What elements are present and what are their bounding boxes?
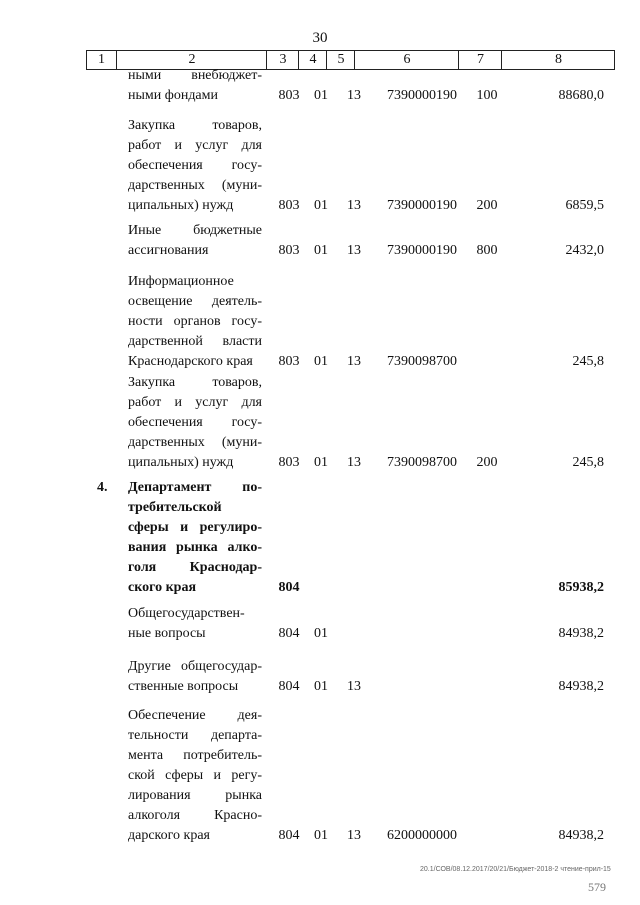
description-line: тельности департа-	[128, 728, 262, 743]
page-code: 579	[588, 880, 606, 894]
cell-col-3: 803	[278, 354, 300, 369]
header-cell: 8	[501, 51, 615, 69]
description-line: лирования рынка	[128, 788, 262, 803]
cell-col-3: 804	[278, 828, 300, 843]
cell-col-7: 200	[476, 198, 498, 213]
description-line: ственные вопросы	[128, 679, 239, 694]
description-line: обеспечения госу-	[128, 158, 262, 173]
page-number: 30	[312, 30, 328, 46]
cell-col-6: 7390098700	[387, 354, 457, 369]
description-line: ципальных) нужд	[128, 198, 234, 213]
row-description	[128, 657, 262, 697]
cell-col-5: 13	[347, 455, 361, 470]
description-line: ности органов госу-	[128, 314, 262, 329]
cell-col-4: 01	[314, 88, 328, 103]
cell-col-8: 84938,2	[558, 679, 604, 694]
cell-col-4: 01	[314, 828, 328, 843]
description-line: дарственных (муни-	[128, 178, 262, 193]
header-cell: 6	[354, 51, 459, 69]
cell-col-8: 85938,2	[558, 580, 604, 595]
header-cell: 7	[458, 51, 502, 69]
cell-col-4: 01	[314, 198, 328, 213]
cell-col-3: 803	[278, 88, 300, 103]
cell-col-5: 13	[347, 243, 361, 258]
description-line: дарственных (муни-	[128, 435, 262, 450]
section-number: 4.	[97, 480, 108, 495]
description-line: ными внебюджет-	[128, 68, 262, 83]
cell-col-7: 800	[476, 243, 498, 258]
row-description	[128, 66, 262, 106]
description-line: работ и услуг для	[128, 395, 262, 410]
header-cell: 1	[98, 52, 105, 67]
description-line: Краснодарского края	[128, 354, 253, 369]
description-line: голя Краснодар-	[128, 560, 262, 575]
cell-col-5: 13	[347, 198, 361, 213]
row-description	[128, 116, 262, 216]
cell-col-3: 803	[278, 198, 300, 213]
cell-col-3: 804	[278, 580, 300, 595]
cell-col-5: 13	[347, 828, 361, 843]
cell-col-3: 804	[278, 679, 300, 694]
description-line: Информационное	[128, 274, 234, 289]
description-line: работ и услуг для	[128, 138, 262, 153]
description-line: алкоголя Красно-	[128, 808, 262, 823]
header-cell: 4	[298, 51, 327, 69]
description-line: Иные бюджетные	[128, 223, 262, 238]
row-description	[128, 604, 262, 644]
description-line: дарского края	[128, 828, 210, 843]
cell-col-3: 804	[278, 626, 300, 641]
cell-col-6: 7390000190	[387, 243, 457, 258]
cell-col-4: 01	[314, 679, 328, 694]
row-description	[128, 221, 262, 261]
description-line: требительской	[128, 500, 222, 515]
description-line: Закупка товаров,	[128, 375, 262, 390]
description-line: ные вопросы	[128, 626, 206, 641]
cell-col-3: 803	[278, 243, 300, 258]
header-cell: 2	[116, 51, 267, 69]
header-cell: 3	[266, 51, 299, 69]
description-line: дарственной власти	[128, 334, 262, 349]
description-line: ными фондами	[128, 88, 219, 103]
description-line: вания рынка алко-	[128, 540, 262, 555]
description-line: Обеспечение дея-	[128, 708, 262, 723]
cell-col-4: 01	[314, 455, 328, 470]
row-description	[128, 272, 262, 372]
description-line: мента потребитель-	[128, 748, 262, 763]
cell-col-6: 7390000190	[387, 88, 457, 103]
description-line: сферы и регулиро-	[128, 520, 262, 535]
cell-col-3: 803	[278, 455, 300, 470]
cell-col-8: 2432,0	[565, 243, 604, 258]
cell-col-6: 7390000190	[387, 198, 457, 213]
cell-col-5: 13	[347, 354, 361, 369]
footer-code: 20.1/СОВ/08.12.2017/20/21/Бюджет-2018-2 чтение-прил-15	[420, 866, 611, 873]
row-description	[128, 373, 262, 473]
cell-col-4: 01	[314, 626, 328, 641]
description-line: Департамент по-	[128, 480, 262, 495]
description-line: освещение деятель-	[128, 294, 262, 309]
header-cell: 5	[326, 51, 355, 69]
cell-col-4: 01	[314, 354, 328, 369]
cell-col-6: 6200000000	[387, 828, 457, 843]
row-description	[128, 706, 262, 846]
cell-col-8: 6859,5	[565, 198, 604, 213]
cell-col-8: 245,8	[572, 354, 604, 369]
description-line: Другие общегосудар-	[128, 659, 262, 674]
description-line: ской сферы и регу-	[128, 768, 262, 783]
cell-col-5: 13	[347, 88, 361, 103]
description-line: ского края	[128, 580, 197, 595]
description-line: обеспечения госу-	[128, 415, 262, 430]
cell-col-8: 84938,2	[558, 828, 604, 843]
description-line: Закупка товаров,	[128, 118, 262, 133]
cell-col-5: 13	[347, 679, 361, 694]
cell-col-7: 100	[476, 88, 498, 103]
row-description	[128, 478, 262, 598]
cell-col-4: 01	[314, 243, 328, 258]
cell-col-8: 88680,0	[558, 88, 604, 103]
cell-col-8: 84938,2	[558, 626, 604, 641]
cell-col-6: 7390098700	[387, 455, 457, 470]
description-line: ципальных) нужд	[128, 455, 234, 470]
description-line: Общегосударствен-	[128, 606, 245, 621]
cell-col-7: 200	[476, 455, 498, 470]
cell-col-8: 245,8	[572, 455, 604, 470]
description-line: ассигнования	[128, 243, 209, 258]
